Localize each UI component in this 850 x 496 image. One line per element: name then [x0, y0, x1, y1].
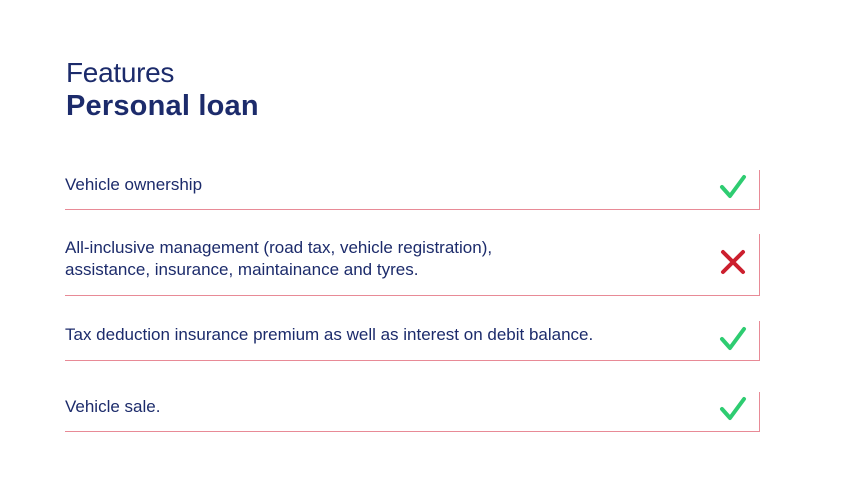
feature-row-all-inclusive-management	[65, 234, 760, 296]
row-divider-edge	[759, 170, 760, 210]
row-divider-edge	[759, 392, 760, 432]
page-title: Personal loan	[66, 90, 259, 122]
row-divider-edge	[759, 234, 760, 296]
feature-label	[65, 237, 492, 281]
check-icon	[718, 394, 748, 424]
feature-row-vehicle-sale	[65, 392, 760, 432]
row-divider-edge	[759, 321, 760, 361]
feature-label-line: assistance, insurance, maintainance and tyres.	[65, 260, 419, 279]
feature-label-line: All-inclusive management (road tax, vehicle registration),	[65, 238, 493, 257]
feature-row-vehicle-ownership	[65, 170, 760, 210]
heading-eyebrow: Features	[66, 57, 175, 88]
feature-label: Vehicle ownership	[65, 175, 203, 194]
page-heading	[66, 57, 259, 123]
feature-label: Tax deduction insurance premium as well as interest on debit balance.	[65, 325, 594, 344]
check-icon	[718, 172, 748, 202]
feature-row-tax-deduction	[65, 321, 760, 361]
cross-icon	[718, 247, 748, 277]
feature-label: Vehicle sale.	[65, 397, 161, 416]
check-icon	[718, 324, 748, 354]
